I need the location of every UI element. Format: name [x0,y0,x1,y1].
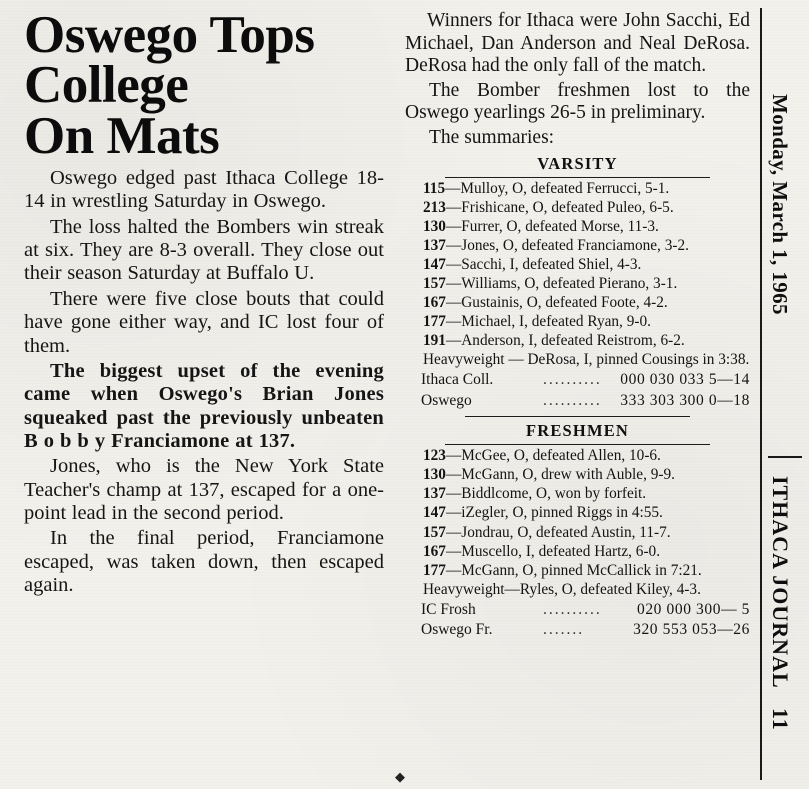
score-team: IC Frosh [421,600,476,618]
article-body-middle [405,10,750,150]
bout-result: McGann, O, drew with Auble, 9-9. [461,466,675,484]
bout-result: Michael, I, defeated Ryan, 9-0. [461,312,651,330]
bout-result: McGann, O, pinned McCallick in 7:21. [461,561,702,579]
bout-row: 167—Gustainis, O, defeated Foote, 4-2. [423,293,668,311]
freshmen-heading: FRESHMEN [525,421,630,441]
paragraph: The summaries: [429,127,555,149]
paragraph: Oswego edged past Ithaca College 18-14 in wrestling Saturday in Oswego. [24,167,384,213]
heavyweight-row: Heavyweight — DeRosa, I, pinned Cousings in 3:38. [423,351,750,369]
article-body-left [24,167,384,597]
bout-result: Sacchi, I, defeated Shiel, 4-3. [461,255,642,273]
middle-column [405,10,750,782]
bout-result: Anderson, I, defeated Reistrom, 6-2. [461,332,685,350]
bout-weight: 130 [423,466,446,484]
bout-row: 213—Frishicane, O, defeated Puleo, 6-5. [423,198,674,216]
score-row [405,601,750,620]
bout-result: Jones, O, defeated Franciamone, 3-2. [461,236,689,254]
bout-row: 115—Mulloy, O, defeated Ferrucci, 5-1. [423,179,670,197]
score-team: Ithaca Coll. [421,371,494,389]
bout-result: Muscello, I, defeated Hartz, 6-0. [461,542,661,560]
paragraph: In the final period, Franciamone escaped, was taken down, then escaped again. [24,527,384,597]
bout-result: Biddlcome, O, won by forfeit. [461,485,647,503]
paragraph: The Bomber freshmen lost to the Oswego yearlings 26-5 in preliminary. [405,79,750,124]
score-leader: .......... [543,391,602,409]
bout-result: Williams, O, defeated Pierano, 3-1. [461,274,678,292]
bout-result: Frishicane, O, defeated Puleo, 6-5. [461,198,674,216]
left-column [24,6,384,780]
divider [445,444,710,445]
bout-weight: 177 [423,312,446,330]
bout-row: 147—iZegler, O, pinned Riggs in 4:55. [423,504,663,522]
score-values: 320 553 053—26 [633,621,750,639]
varsity-results [405,180,750,411]
rail-page-number: 11 [768,708,793,731]
paragraph: Jones, who is the New York State Teacher's champ at 137, escaped for a one-point lead in the second period. [24,455,384,525]
headline-line-1: Oswego Tops [24,6,315,64]
page-title [24,6,384,165]
bout-row: 167—Muscello, I, defeated Hartz, 6-0. [423,542,661,560]
score-row [405,621,750,640]
score-leader: .......... [543,371,602,389]
bout-row: 137—Biddlcome, O, won by forfeit. [423,485,647,503]
bout-weight: 123 [423,447,446,465]
bout-result: iZegler, O, pinned Riggs in 4:55. [461,504,663,522]
bout-row: 137—Jones, O, defeated Franciamone, 3-2. [423,236,689,254]
rail-publication-name: ITHACA JOURNAL [768,476,793,689]
headline-line-3: On Mats [24,106,220,165]
bout-result: Gustainis, O, defeated Foote, 4-2. [461,293,668,311]
bout-row: 177—Michael, I, defeated Ryan, 9-0. [423,312,651,330]
paragraph-emphasized: The biggest upset of the evening came when Oswego's Brian Jones squeaked past the previously unbeaten B o b b y Franciamone at 137. [24,359,384,452]
paragraph: There were five close bouts that could have gone either way, and IC lost four of them. [24,287,384,357]
score-values: 020 000 300— 5 [636,600,750,618]
bout-weight: 167 [423,293,446,311]
bout-row: 123—McGee, O, defeated Allen, 10-6. [423,447,661,465]
varsity-heading: VARSITY [537,153,618,173]
bout-row: 130—McGann, O, drew with Auble, 9-9. [423,466,675,484]
bout-weight: 177 [423,561,446,579]
headline-line-2: College [24,56,189,115]
bout-row: 177—McGann, O, pinned McCallick in 7:21. [423,561,702,579]
bout-result: Jondrau, O, defeated Austin, 11-7. [461,523,671,541]
score-leader: .......... [543,600,602,618]
paragraph: Winners for Ithaca were John Sacchi, Ed Michael, Dan Anderson and Neal DeRosa. DeRosa had the only fall of the match. [405,10,750,77]
bout-row: 157—Jondrau, O, defeated Austin, 11-7. [423,523,671,541]
bout-weight: 115 [423,179,446,197]
bout-weight: 147 [423,255,446,273]
score-leader: ....... [543,621,585,639]
bout-weight: 147 [423,504,446,522]
score-team: Oswego Fr. [421,621,493,639]
bout-weight: 167 [423,542,446,560]
heavyweight-row: Heavyweight—Ryles, O, defeated Kiley, 4-3. [423,580,701,598]
bout-weight: 137 [423,236,446,254]
divider [445,177,710,178]
bout-weight: 213 [423,198,446,216]
divider [465,416,690,417]
bout-result: McGee, O, defeated Allen, 10-6. [461,447,661,465]
score-row [405,371,750,390]
bout-weight: 157 [423,523,446,541]
bout-row: 191—Anderson, I, defeated Reistrom, 6-2. [423,332,685,350]
divider [768,456,802,458]
bout-weight: 137 [423,485,446,503]
score-row [405,392,750,411]
bout-weight: 191 [423,332,446,350]
bout-weight: 157 [423,274,446,292]
bout-row: 147—Sacchi, I, defeated Shiel, 4-3. [423,255,642,273]
page-rail [760,8,808,780]
bout-result: Furrer, O, defeated Morse, 11-3. [461,217,659,235]
bout-result: Mulloy, O, defeated Ferrucci, 5-1. [460,179,670,197]
paragraph: The loss halted the Bombers win streak at six. They are 8-3 overall. They close out their season Saturday at Buffalo U. [24,215,384,285]
score-values: 000 030 033 5—14 [620,371,750,389]
column-end-marker: ◆ [395,769,405,784]
score-team: Oswego [421,391,472,409]
rail-date: Monday, March 1, 1965 [768,94,792,315]
score-values: 333 303 300 0—18 [620,391,750,409]
bout-weight: 130 [423,217,446,235]
freshmen-results [405,447,750,640]
bout-row: 130—Furrer, O, defeated Morse, 11-3. [423,217,659,235]
bout-row: 157—Williams, O, defeated Pierano, 3-1. [423,274,678,292]
